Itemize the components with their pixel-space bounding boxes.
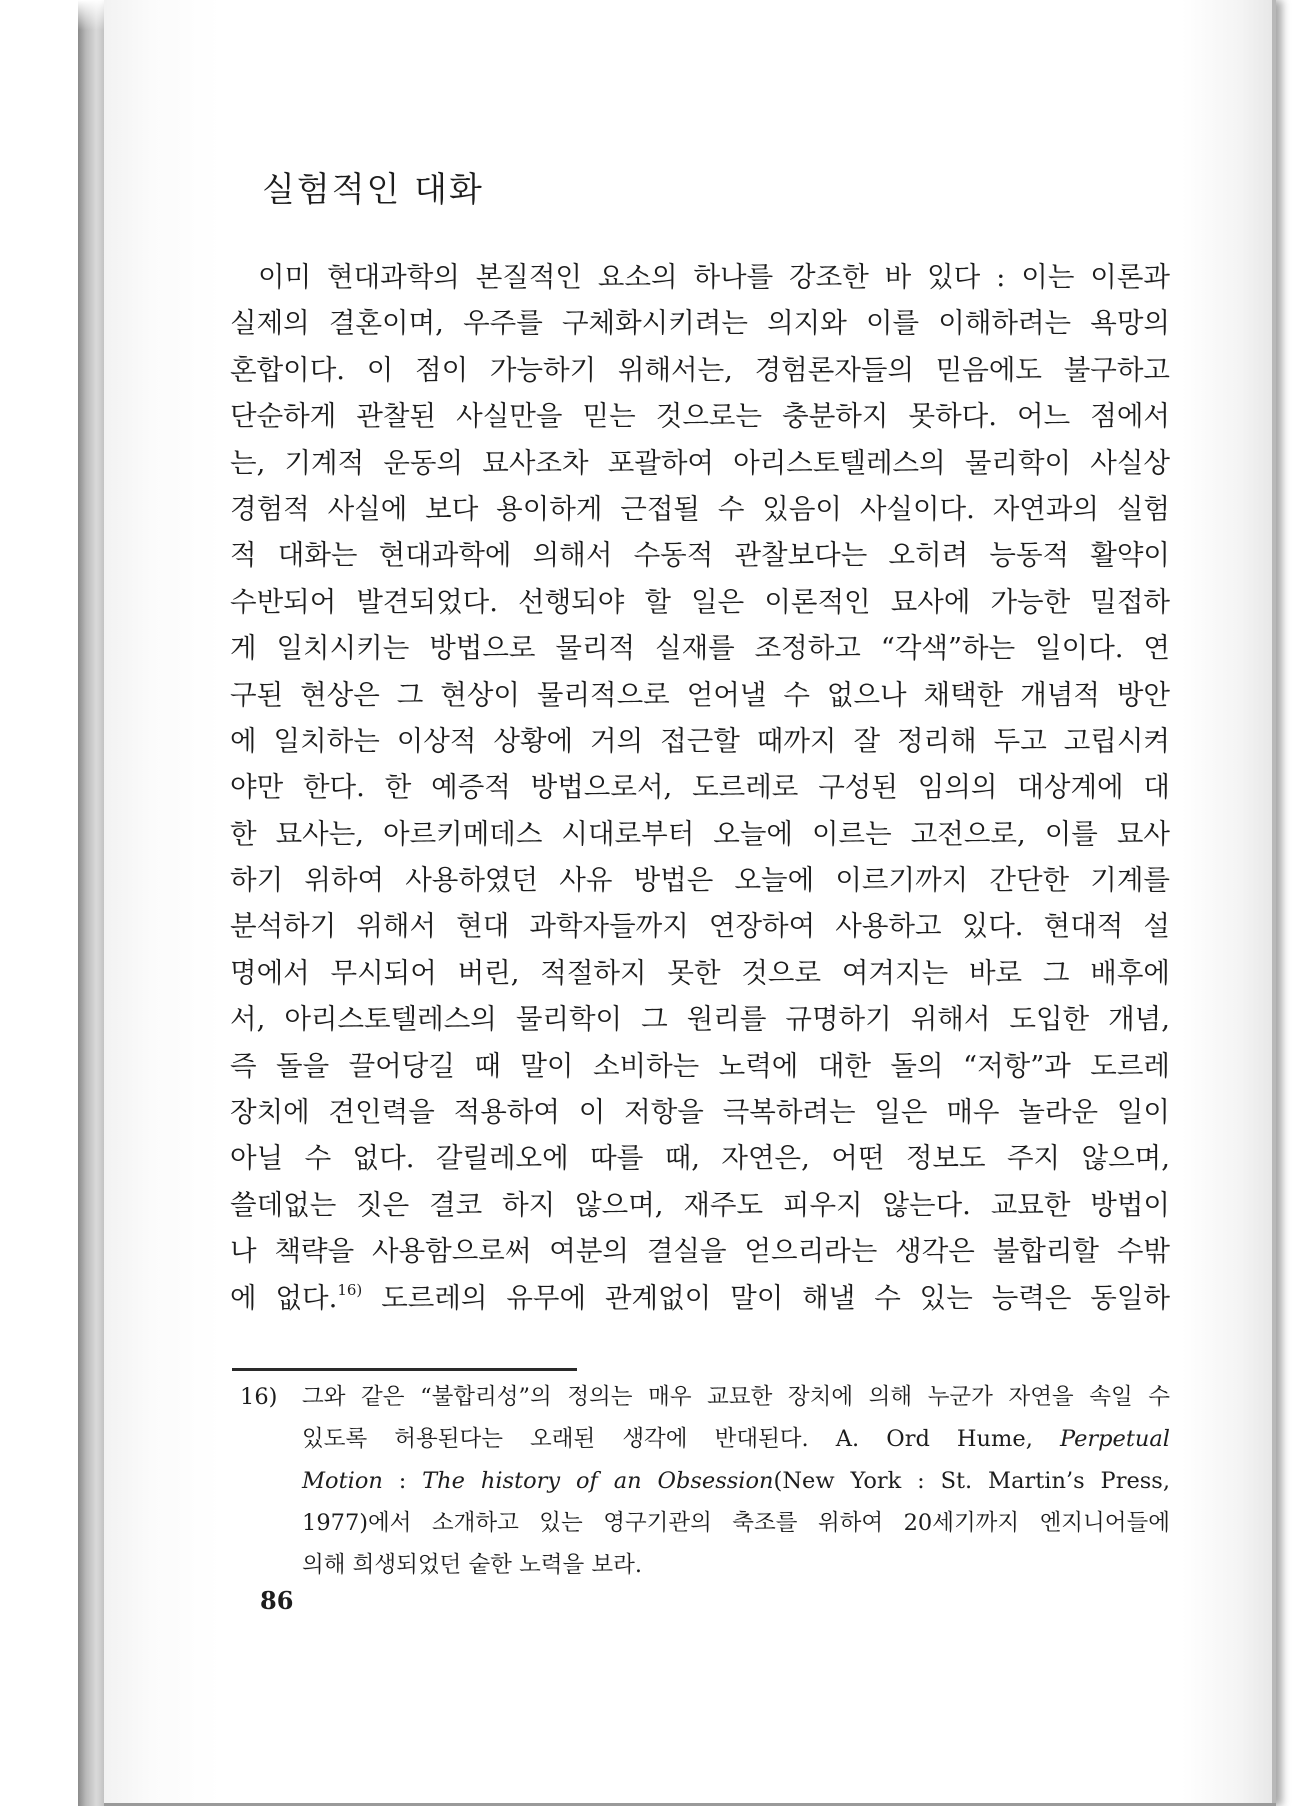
- text-line: 구된 현상은 그 현상이 물리적으로 얻어낼 수 없으나 채택한 개념적 방안: [230, 678, 1170, 711]
- book-title-italic: The history of an Obsession: [422, 1468, 774, 1494]
- text-line: 명에서 무시되어 버린, 적절하지 못한 것으로 여겨지는 바로 그 배후에: [230, 956, 1170, 989]
- text-line: 나 책략을 사용함으로써 여분의 결실을 얻으리라는 생각은 불합리할 수밖: [230, 1235, 1170, 1268]
- text-line: 수반되어 발견되었다. 선행되야 할 일은 이론적인 묘사에 가능한 밀접하: [230, 585, 1170, 618]
- text-line: 단순하게 관찰된 사실만을 믿는 것으로는 충분하지 못하다. 어느 점에서: [230, 400, 1170, 433]
- text-line: 혼합이다. 이 점이 가능하기 위해서는, 경험론자들의 믿음에도 불구하고: [230, 353, 1170, 386]
- footnote: [240, 1376, 1170, 1586]
- footnote-text: (New York : St. Martin’s Press,: [773, 1468, 1170, 1494]
- footnote-divider: [232, 1368, 577, 1371]
- text-line: 야만 한다. 한 예증적 방법으로서, 도르레로 구성된 임의의 대상계에 대: [230, 771, 1170, 804]
- footnote-line: [240, 1376, 1170, 1418]
- footnote-line: [240, 1460, 1170, 1502]
- book-title-italic: Motion: [302, 1468, 383, 1494]
- footnote-line: [240, 1418, 1170, 1460]
- text-line: 장치에 견인력을 적용하여 이 저항을 극복하려는 일은 매우 놀라운 일이: [230, 1096, 1170, 1129]
- text-line: 에 일치하는 이상적 상황에 거의 접근할 때까지 잘 정리해 두고 고립시켜: [230, 724, 1170, 757]
- footnote-text: 그와 같은 “불합리성”의 정의는 매우 교묘한 장치에 의해 누군가 자연을 속일 수: [302, 1384, 1170, 1410]
- text-line: 하기 위하여 사용하였던 사유 방법은 오늘에 이르기까지 간단한 기계를: [230, 864, 1170, 897]
- text-line: 서, 아리스토텔레스의 물리학이 그 원리를 규명하기 위해서 도입한 개념,: [230, 1003, 1170, 1036]
- footnote-text: 1977)에서 소개하고 있는 영구기관의 축조를 위하여 20세기까지 엔지니어들에: [302, 1510, 1170, 1536]
- text-line: 아닐 수 없다. 갈릴레오에 따를 때, 자연은, 어떤 정보도 주지 않으며,: [230, 1142, 1170, 1175]
- footnote-line: [240, 1544, 1170, 1586]
- book-edge: [78, 0, 104, 1806]
- footnote-number: 16): [240, 1384, 278, 1410]
- text-line: 경험적 사실에 보다 용이하게 근접될 수 있음이 사실이다. 자연과의 실험: [230, 492, 1170, 525]
- text-segment: 에 없다.: [230, 1281, 338, 1314]
- book-title-italic: Perpetual: [1059, 1426, 1170, 1452]
- page-right-edge: [1272, 0, 1276, 1806]
- text-line: 는, 기계적 운동의 묘사조차 포괄하여 아리스토텔레스의 물리학이 사실상: [230, 446, 1170, 479]
- footnote-reference: 16): [337, 1280, 363, 1299]
- text-line: 즉 돌을 끌어당길 때 말이 소비하는 노력에 대한 돌의 “저항”과 도르레: [230, 1049, 1170, 1082]
- footnote-text: :: [382, 1468, 423, 1494]
- text-line: 이미 현대과학의 본질적인 요소의 하나를 강조한 바 있다 : 이는 이론과: [258, 261, 1170, 293]
- text-line: 쓸데없는 짓은 결코 하지 않으며, 재주도 피우지 않는다. 교묘한 방법이: [230, 1188, 1170, 1221]
- body-paragraph: [230, 254, 1170, 1321]
- text-line: 게 일치시키는 방법으로 물리적 실재를 조정하고 “각색”하는 일이다. 연: [230, 632, 1170, 665]
- text-line: 분석하기 위해서 현대 과학자들까지 연장하여 사용하고 있다. 현대적 설: [230, 910, 1170, 943]
- section-heading: 실험적인 대화: [262, 170, 484, 210]
- footnote-text: 있도록 허용된다는 오래된 생각에 반대된다. A. Ord Hume,: [302, 1426, 1060, 1452]
- text-segment: 도르레의 유무에 관계없이 말이 해낼 수 있는 능력은 동일하: [362, 1281, 1170, 1314]
- text-line: 한 묘사는, 아르키메데스 시대로부터 오늘에 이르는 고전으로, 이를 묘사: [230, 817, 1170, 850]
- page-number: 86: [260, 1586, 294, 1615]
- book-edge-highlight: [78, 0, 104, 30]
- footnote-text: 의해 희생되었던 숱한 노력을 보라.: [302, 1552, 643, 1578]
- text-line: [230, 1275, 1170, 1321]
- footnote-line: [240, 1502, 1170, 1544]
- text-line: 실제의 결혼이며, 우주를 구체화시키려는 의지와 이를 이해하려는 욕망의: [230, 307, 1170, 340]
- text-line: 적 대화는 현대과학에 의해서 수동적 관찰보다는 오히려 능동적 활약이: [230, 539, 1170, 572]
